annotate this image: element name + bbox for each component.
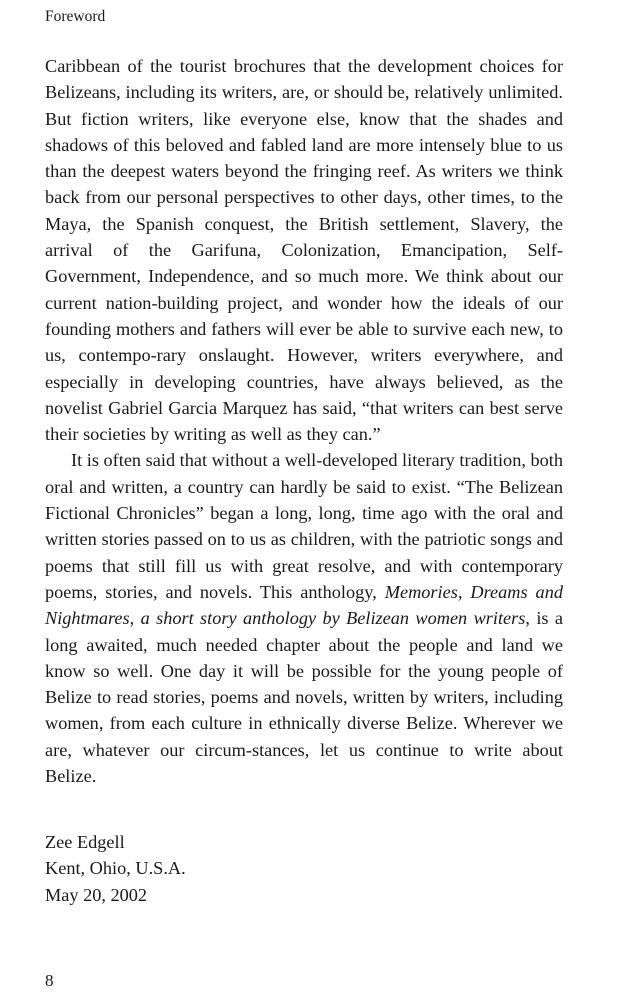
signature-block xyxy=(45,829,186,908)
paragraph-2 xyxy=(45,447,563,789)
foreword-body xyxy=(45,53,563,789)
author-location: Kent, Ohio, U.S.A. xyxy=(45,858,186,879)
paragraph-2-rest: , is a long awaited, much needed chapter about the people and land we know so well. One day it will be possible for the young people of Belize to read stories, poems and novels, written by writers, including women, from each culture in ethnically diverse Belize. Wherever we are, whatever our circum-stances, let us continue to write about Belize. xyxy=(45,608,563,787)
signature-date: May 20, 2002 xyxy=(45,884,148,905)
page-number: 8 xyxy=(45,971,54,990)
paragraph-1: Caribbean of the tourist brochures that the development choices for Belizeans, including its writers, are, or should be, relatively unlimited. But fiction writers, like everyone else, know that the shades and shadows of this beloved and fabled land are more intensely blue to us than the deepest waters beyond the fringing reef. As writers we think back from our personal perspectives to other days, other times, to the Maya, the Spanish conquest, the British settlement, Slavery, the arrival of the Garifuna, Colonization, Emancipation, Self-Government, Independence, and so much more. We think about our current nation-building project, and wonder how the ideals of our founding mothers and fathers will ever be able to survive each new, to us, contempo-rary onslaught. However, writers everywhere, and especially in developing countries, have always believed, as the novelist Gabriel Garcia Marquez has said, “that writers can best serve their societies by writing as well as they can.” xyxy=(45,56,563,445)
paragraph-2-intro: It is often said that without a well-developed literary tradition, both oral and written, a country can hardly be said to exist. “The Belizean Fictional Chronicles” began a long, long, time ago with the oral and written stories passed on to us as children, with the patriotic songs and poems that still fill us with great resolve, and with contemporary poems, stories, and novels. This anthology, xyxy=(45,450,563,602)
author-name: Zee Edgell xyxy=(45,832,125,852)
running-header: Foreword xyxy=(45,8,106,25)
anthology-title: Memories, Dreams and Nightmares, a short story anthology by Belizean women writers xyxy=(45,581,563,629)
